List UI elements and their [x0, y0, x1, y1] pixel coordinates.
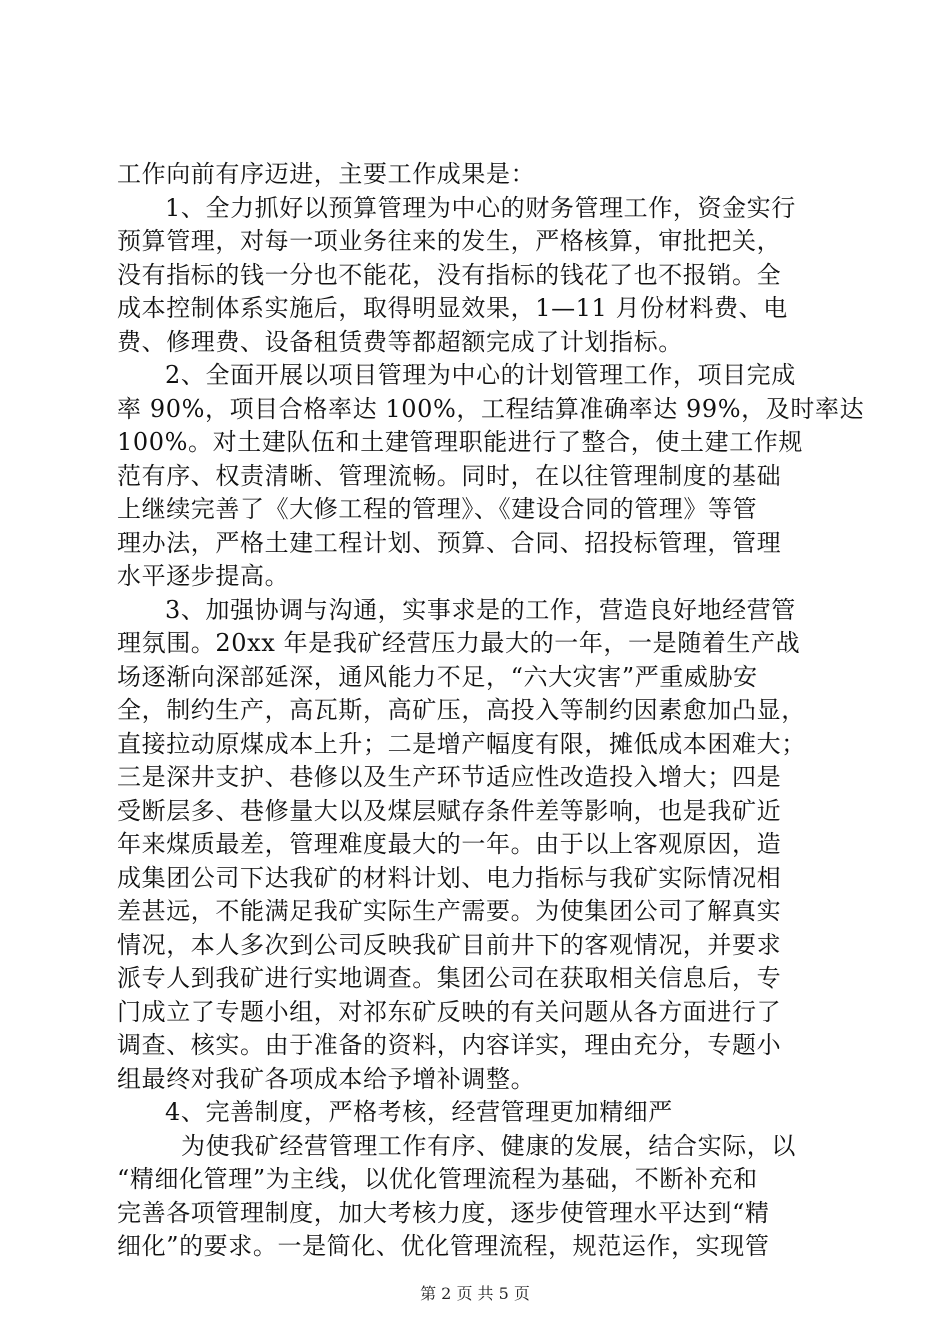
text-line: 1、全力抓好以预算管理为中心的财务管理工作，资金实行 [165, 193, 796, 222]
text-line: 工作向前有序迈进，主要工作成果是： [117, 160, 536, 188]
text-line: 情况，本人多次到公司反映我矿目前井下的客观情况，并要求 [117, 930, 782, 959]
text-line: 差甚远，不能满足我矿实际生产需要。为使集团公司了解真实 [117, 897, 782, 925]
text-line: 成集团公司下达我矿的材料计划、电力指标与我矿实际情况相 [117, 863, 782, 892]
text-line: 全，制约生产，高瓦斯，高矿压，高投入等制约因素愈加凸显， [117, 696, 806, 724]
text-line: 水平逐步提高。 [117, 562, 290, 590]
text-line: 受断层多、巷修量大以及煤层赋存条件差等影响，也是我矿近 [117, 796, 782, 825]
text-line: 成本控制体系实施后，取得明显效果，1—11 月份材料费、电 [117, 294, 788, 322]
text-line: 3、加强协调与沟通，实事求是的工作，营造良好地经营管 [165, 595, 796, 624]
text-line: 2、全面开展以项目管理为中心的计划管理工作，项目完成 [165, 361, 796, 389]
text-line: 上继续完善了《大修工程的管理》、《建设合同的管理》等管 [117, 495, 758, 523]
text-line: 为使我矿经营管理工作有序、健康的发展，结合实际，以 [181, 1131, 796, 1160]
text-line: 理办法，严格土建工程计划、预算、合同、招投标管理，管理 [117, 528, 782, 557]
text-line: 门成立了专题小组，对祁东矿反映的有关问题从各方面进行了 [117, 997, 782, 1026]
text-line: 率 90%，项目合格率达 100%，工程结算准确率达 99%，及时率达 [117, 394, 865, 423]
text-line: 三是深井支护、巷修以及生产环节适应性改造投入增大；四是 [117, 763, 782, 791]
text-line: 调查、核实。由于准备的资料，内容详实，理由充分，专题小 [117, 1031, 782, 1059]
text-line: 派专人到我矿进行实地调查。集团公司在获取相关信息后，专 [117, 964, 782, 992]
page-number-footer: 第 2 页 共 5 页 [420, 1284, 530, 1303]
text-line: 理氛围。20xx 年是我矿经营压力最大的一年，一是随着生产战 [117, 629, 801, 657]
section-heading: 4、完善制度，严格考核，经营管理更加精细严 [165, 1098, 673, 1126]
text-line: 细化”的要求。一是简化、优化管理流程，规范运作，实现管 [117, 1232, 770, 1260]
document-body [117, 158, 865, 1264]
text-line: 直接拉动原煤成本上升；二是增产幅度有限，摊低成本困难大； [117, 729, 806, 758]
text-line: 完善各项管理制度，加大考核力度，逐步使管理水平达到“精 [117, 1198, 770, 1227]
text-line: 100%。对土建队伍和土建管理职能进行了整合，使土建工作规 [117, 428, 804, 456]
text-line: 预算管理，对每一项业务往来的发生，严格核算，审批把关， [117, 227, 782, 255]
text-line: 年来煤质最差，管理难度最大的一年。由于以上客观原因，造 [117, 830, 782, 858]
text-line: “精细化管理”为主线，以优化管理流程为基础，不断补充和 [117, 1165, 758, 1193]
text-line: 费、修理费、设备租赁费等都超额完成了计划指标。 [117, 327, 683, 356]
text-line: 范有序、权责清晰、管理流畅。同时，在以往管理制度的基础 [117, 461, 782, 490]
text-line: 组最终对我矿各项成本给予增补调整。 [117, 1064, 536, 1093]
text-line: 场逐渐向深部延深，通风能力不足，“六大灾害”严重威胁安 [117, 662, 758, 691]
text-line: 没有指标的钱一分也不能花，没有指标的钱花了也不报销。全 [117, 260, 782, 289]
